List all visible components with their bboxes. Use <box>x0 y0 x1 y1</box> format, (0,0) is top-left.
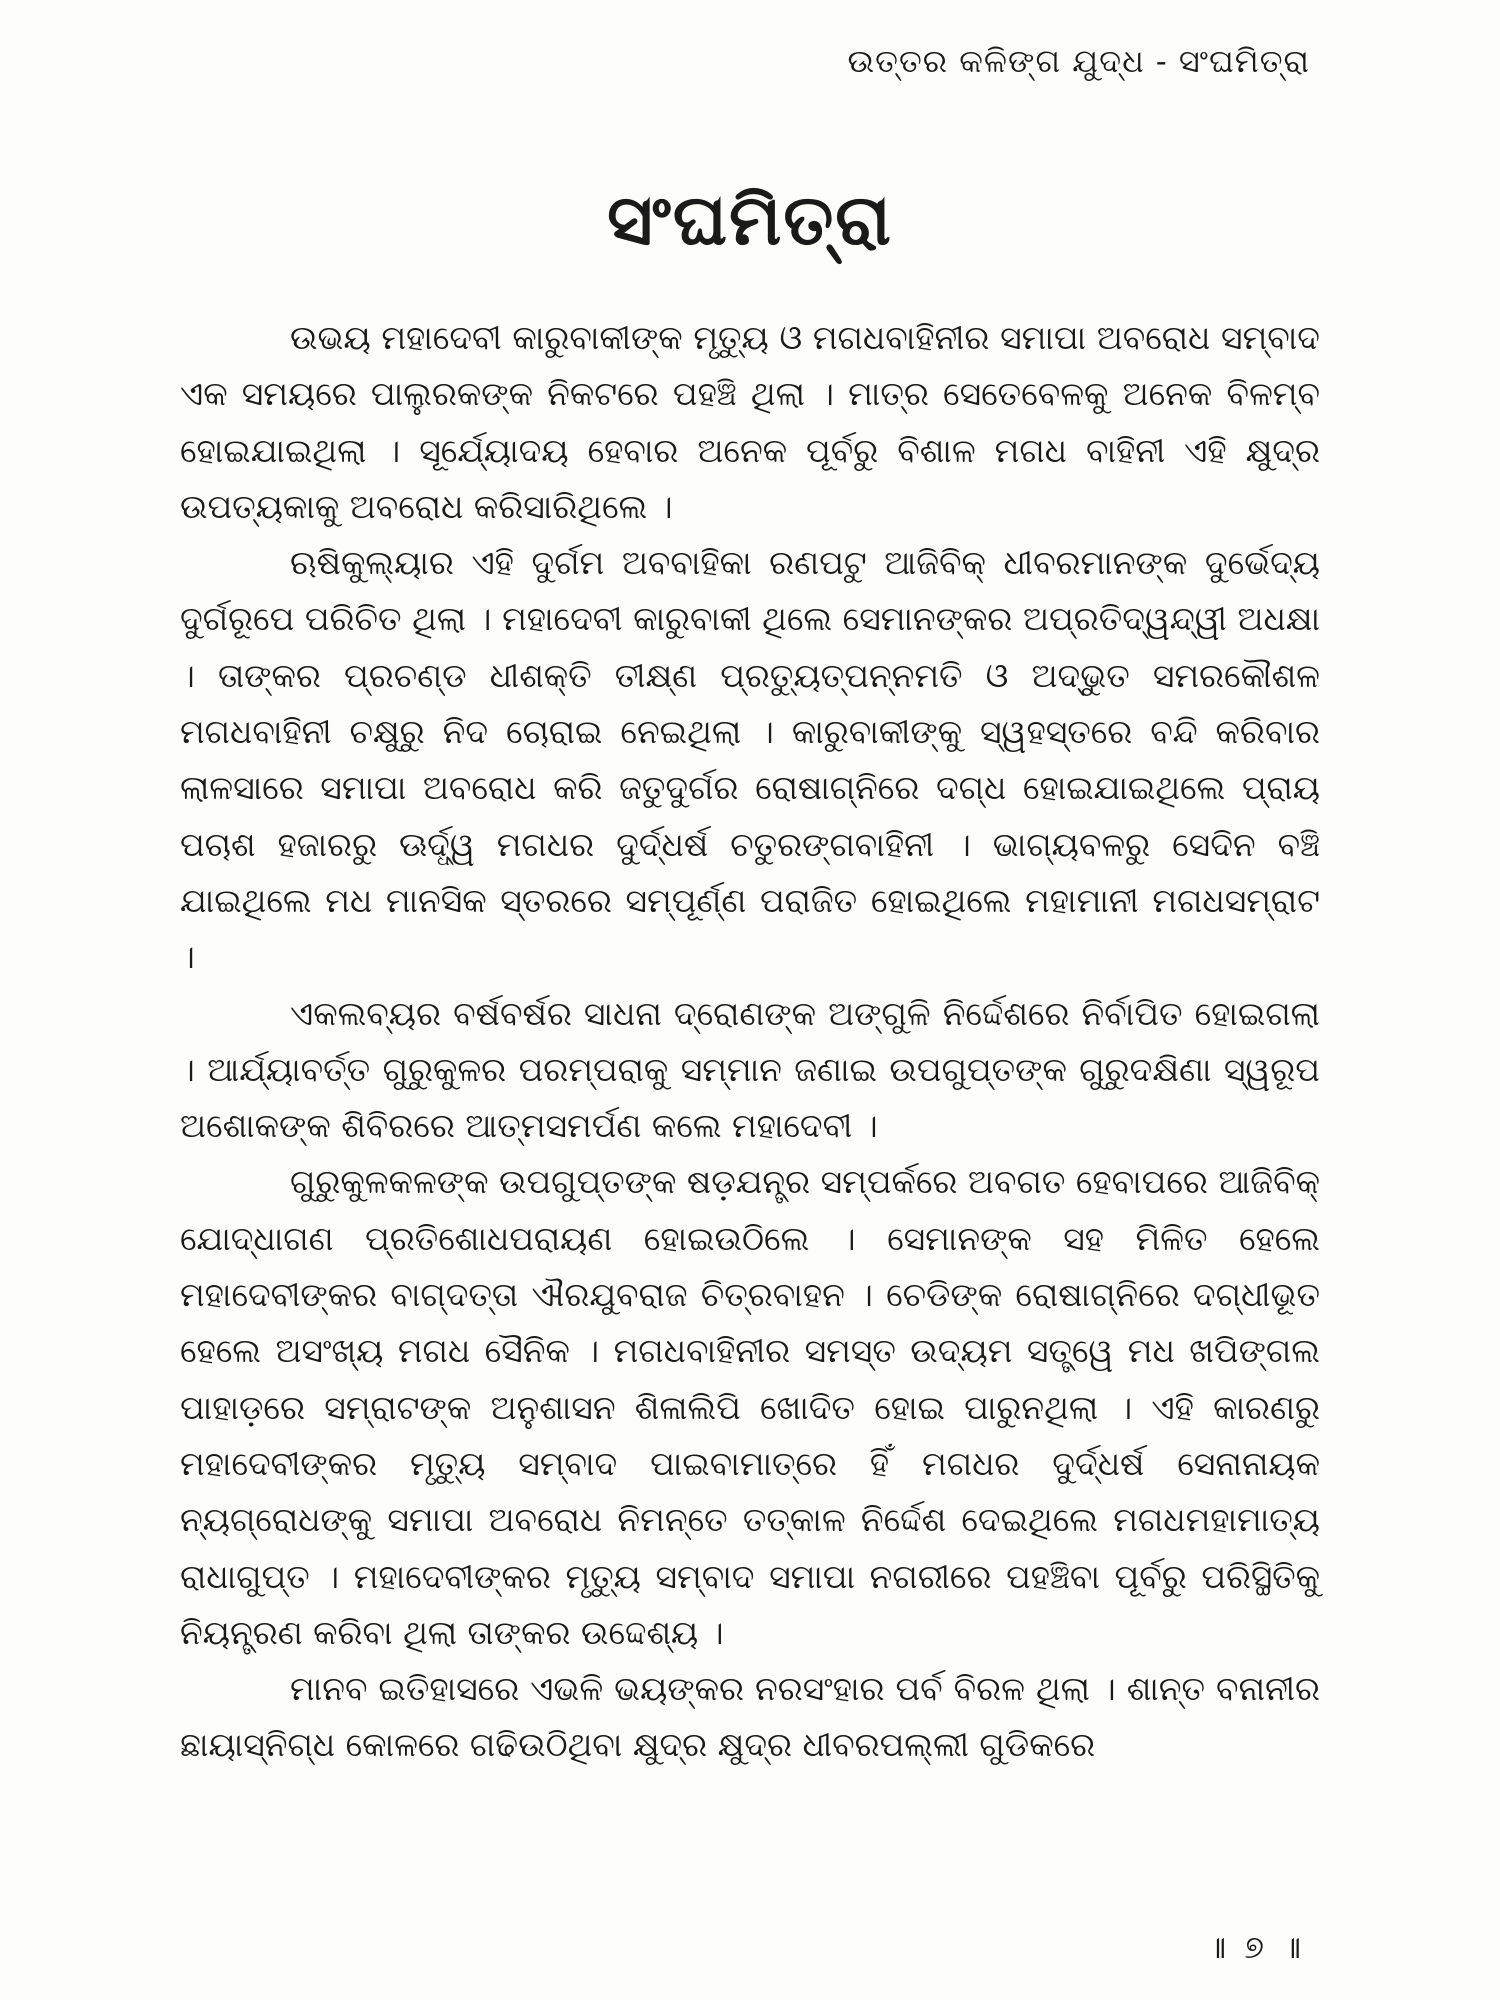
paragraph-2: ଋଷିକୁଲ୍ୟାର ଏହି ଦୁର୍ଗମ ଅବବାହିକା ରଣପଟୁ ଆଜିବିକ୍ ଧୀବରମାନଙ୍କ ଦୁର୍ଭେଦ୍ୟ ଦୁର୍ଗରୂପେ ପରିଚିତ ଥିଲା । ମହାଦେବୀ କାରୁବାକୀ ଥିଲେ ସେମାନଙ୍କର ଅପ୍ରତିଦ୍ୱନ୍ଦ୍ୱୀ ଅଧକ୍ଷା । ତାଙ୍କର ପ୍ରଚଣ୍ଡ ଧୀଶକ୍ତି ତୀକ୍ଷ୍ଣ ପ୍ରତ୍ୟୁତ୍ପନ୍ନମତି ଓ ଅଦ୍ଭୁତ ସମରକୌଶଳ ମଗଧବାହିନୀ ଚକ୍ଷୁରୁ ନିଦ ଚୋରାଇ ନେଇଥିଲା । କାରୁବାକୀଙ୍କୁ ସ୍ୱହସ୍ତରେ ବନ୍ଦି କରିବାର ଲାଳସାରେ ସମାପା ଅବରୋଧ କରି ଜତୁଦୁର୍ଗର ରୋଷାଗ୍ନିରେ ଦଗ୍‌ଧ ହୋଇଯାଇଥିଲେ ପ୍ରାୟ ପଚାଶ ହଜାରରୁ ଊର୍ଦ୍ଧ୍ୱ ମଗଧର ଦୁର୍ଦ୍ଧର୍ଷ ଚତୁରଙ୍ଗବାହିନୀ । ଭାଗ୍ୟବଳରୁ ସେଦିନ ବଞ୍ଚି ଯାଇଥିଲେ ମଧ ମାନସିକ ସ୍ତରରେ ସମ୍ପୂର୍ଣ୍ଣ ପରାଜିତ ହୋଇଥିଲେ ମହାମାନୀ ମଗଧସମ୍ରାଟ । <box>180 543 1320 977</box>
body-text <box>180 310 1320 1774</box>
paragraph-4: ଗୁରୁକୁଳକଳଙ୍କ ଉପଗୁପ୍ତଙ୍କ ଷଡ଼ଯନ୍ତ୍ର ସମ୍ପର୍କରେ ଅବଗତ ହେବାପରେ ଆଜିବିକ୍ ଯୋଦ୍ଧାଗଣ ପ୍ରତିଶୋଧପରାୟଣ ହୋଇଉଠିଲେ । ସେମାନଙ୍କ ସହ ମିଳିତ ହେଲେ ମହାଦେବୀଙ୍କର ବାଗ୍‌ଦତ୍ତା ଐରଯୁବରାଜ ଚିତ୍ରବାହନ । ଚେଡିଙ୍କ ରୋଷାଗ୍ନିରେ ଦଗ୍ଧୀଭୂତ ହେଲେ ଅସଂଖ୍ୟ ମଗଧ ସୈନିକ । ମଗଧବାହିନୀର ସମସ୍ତ ଉଦ୍ୟମ ସତ୍ତ୍ୱେ ମଧ ଖପିଙ୍ଗଲ ପାହାଡ଼ରେ ସମ୍ରାଟଙ୍କ ଅନୁଶାସନ ଶିଳାଲିପି ଖୋଦିତ ହୋଇ ପାରୁନଥିଲା । ଏହି କାରଣରୁ ମହାଦେବୀଙ୍କର ମୃତ୍ୟୁ ସମ୍ବାଦ ପାଇବାମାତ୍ରେ ହିଁ ମଗଧର ଦୁର୍ଦ୍ଧର୍ଷ ସେନାନାୟକ ନ୍ୟଗ୍ରୋଧଙ୍କୁ ସମାପା ଅବରୋଧ ନିମନ୍ତେ ତତ୍‌କାଳ ନିର୍ଦ୍ଦେଶ ଦେଇଥିଲେ ମଗଧମହାମାତ୍ୟ ରାଧାଗୁପ୍ତ । ମହାଦେବୀଙ୍କର ମୃତ୍ୟୁ ସମ୍ବାଦ ସମାପା ନଗରୀରେ ପହଞ୍ଚିବା ପୂର୍ବରୁ ପରିସ୍ଥିତିକୁ ନିୟନ୍ତ୍ରଣ କରିବା ଥିଲା ତାଙ୍କର ଉଦ୍ଦେଶ୍ୟ । <box>180 1162 1321 1652</box>
paragraph-1: ଉଭୟ ମହାଦେବୀ କାରୁବାକୀଙ୍କ ମୃତ୍ୟୁ ଓ ମଗଧବାହିନୀର ସମାପା ଅବରୋଧ ସମ୍ବାଦ ଏକ ସମୟରେ ପାଲୁରକଙ୍କ ନିକଟରେ ପହଞ୍ଚି ଥିଲା । ମାତ୍ର ସେତେବେଳକୁ ଅନେକ ବିଳମ୍ବ ହୋଇଯାଇଥିଲା । ସୂର୍ଯ୍ୟୋଦୟ ହେବାର ଅନେକ ପୂର୍ବରୁ ବିଶାଳ ମଗଧ ବାହିନୀ ଏହି କ୍ଷୁଦ୍ର ଉପତ୍ୟକାକୁ ଅବରୋଧ କରିସାରିଥିଲେ । <box>180 318 1320 526</box>
chapter-title: ସଂଘମିତ୍ରା <box>607 178 893 261</box>
page-number: ॥ ୭ ॥ <box>1207 1928 1305 1966</box>
running-header: ଉତ୍ତର କଳିଙ୍ଗ ଯୁଦ୍ଧ - ସଂଘମିତ୍ରା <box>847 42 1310 80</box>
paragraph-5: ମାନବ ଇତିହାସରେ ଏଭଳି ଭୟଙ୍କର ନରସଂହାର ପର୍ବ ବିରଳ ଥିଲା । ଶାନ୍ତ ବନାନୀର ଛାୟାସ୍ନିଗ୍‌ଧ କୋଳରେ ଗଢିଉଠିଥିବା କ୍ଷୁଦ୍ର କ୍ଷୁଦ୍ର ଧୀବରପଲ୍ଲୀ ଗୁଡିକରେ <box>180 1669 1320 1765</box>
paragraph-3: ଏକଲବ୍ୟର ବର୍ଷବର୍ଷର ସାଧନା ଦ୍ରୋଣଙ୍କ ଅଙ୍ଗୁଳି ନିର୍ଦ୍ଦେଶରେ ନିର୍ବାପିତ ହୋଇଗଲା । ଆର୍ଯ୍ୟାବର୍ତ୍ତ ଗୁରୁକୁଳର ପରମ୍ପରାକୁ ସମ୍ମାନ ଜଣାଇ ଉପଗୁପ୍ତଙ୍କ ଗୁରୁଦକ୍ଷିଣା ସ୍ୱରୂପ ଅଶୋକଙ୍କ ଶିବିରରେ ଆତ୍ମସମର୍ପଣ କଲେ ମହାଦେବୀ । <box>180 993 1320 1146</box>
